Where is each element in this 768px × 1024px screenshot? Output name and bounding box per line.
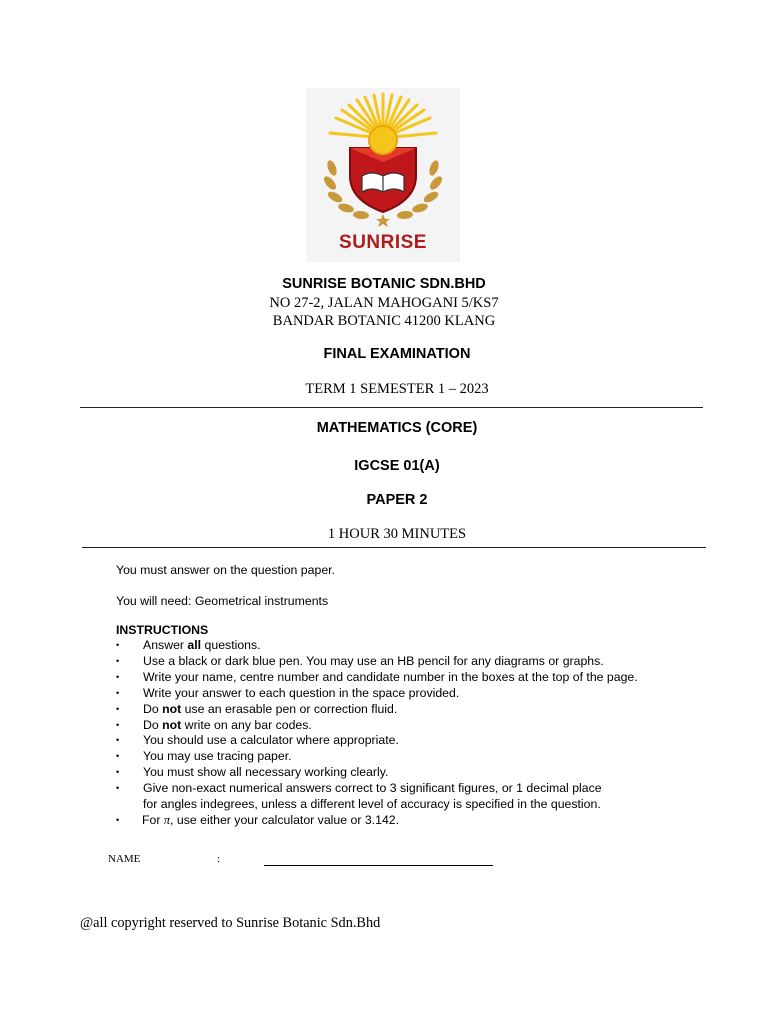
name-colon: :	[217, 853, 221, 865]
name-label: NAME	[108, 853, 141, 865]
bullet-icon: •	[116, 783, 120, 794]
name-input-line[interactable]	[264, 849, 493, 866]
list-item: • Do not use an erasable pen or correction fluid.	[116, 701, 398, 716]
bullet-icon: •	[116, 751, 120, 762]
sunrise-emblem-icon	[306, 88, 460, 228]
exam-title: FINAL EXAMINATION	[323, 346, 471, 362]
school-logo	[306, 88, 460, 262]
bottom-divider	[82, 547, 706, 548]
list-item: • You may use tracing paper.	[116, 749, 292, 764]
subject-title: MATHEMATICS (CORE)	[316, 420, 478, 436]
bullet-icon: •	[116, 814, 120, 825]
bullet-icon: •	[116, 767, 120, 778]
bullet-icon: •	[116, 671, 120, 682]
list-item: • Use a black or dark blue pen. You may use an HB pencil for any diagrams or graphs.	[116, 653, 604, 668]
bullet-icon: •	[116, 735, 120, 746]
bullet-icon: •	[116, 640, 120, 650]
exam-duration: 1 HOUR 30 MINUTES	[327, 526, 467, 542]
list-item: • You should use a calculator where appropriate.	[116, 733, 399, 748]
list-item: • Write your name, centre number and candidate number in the boxes at the top of the page.	[116, 669, 638, 684]
paper-number: PAPER 2	[366, 492, 428, 508]
company-name: SUNRISE BOTANIC SDN.BHD	[282, 276, 486, 292]
instructions-heading: INSTRUCTIONS	[116, 623, 209, 637]
pi-symbol: π	[163, 812, 171, 827]
instructions-list	[116, 638, 696, 829]
exam-code: IGCSE 01(A)	[354, 458, 440, 474]
list-item: • Do not write on any bar codes.	[116, 717, 312, 732]
bullet-icon: •	[116, 703, 120, 714]
address-line-1: NO 27-2, JALAN MAHOGANI 5/KS7	[269, 295, 499, 311]
bullet-icon: •	[116, 687, 120, 698]
copyright-notice: @all copyright reserved to Sunrise Botanic Sdn.Bhd	[80, 915, 381, 931]
top-divider	[80, 407, 703, 408]
list-item: • Give non-exact numerical answers correct to 3 significant figures, or 1 decimal place for angles indegrees, unless a different level of accuracy is specified in the question.	[116, 781, 602, 812]
bullet-icon: •	[116, 719, 120, 730]
bullet-icon: •	[116, 655, 120, 666]
note-geometrical-instruments: You will need: Geometrical instruments	[116, 594, 329, 608]
list-item: • You must show all necessary working clearly.	[116, 765, 389, 780]
address-line-2: BANDAR BOTANIC 41200 KLANG	[272, 313, 496, 329]
list-item: • Answer all questions.	[116, 638, 261, 652]
exam-term: TERM 1 SEMESTER 1 – 2023	[305, 381, 489, 397]
note-answer-on-paper: You must answer on the question paper.	[116, 563, 335, 577]
logo-brand-text: SUNRISE	[339, 232, 427, 253]
list-item: • Write your answer to each question in the space provided.	[116, 685, 460, 700]
list-item: • For π, use either your calculator value or 3.142.	[116, 812, 400, 827]
